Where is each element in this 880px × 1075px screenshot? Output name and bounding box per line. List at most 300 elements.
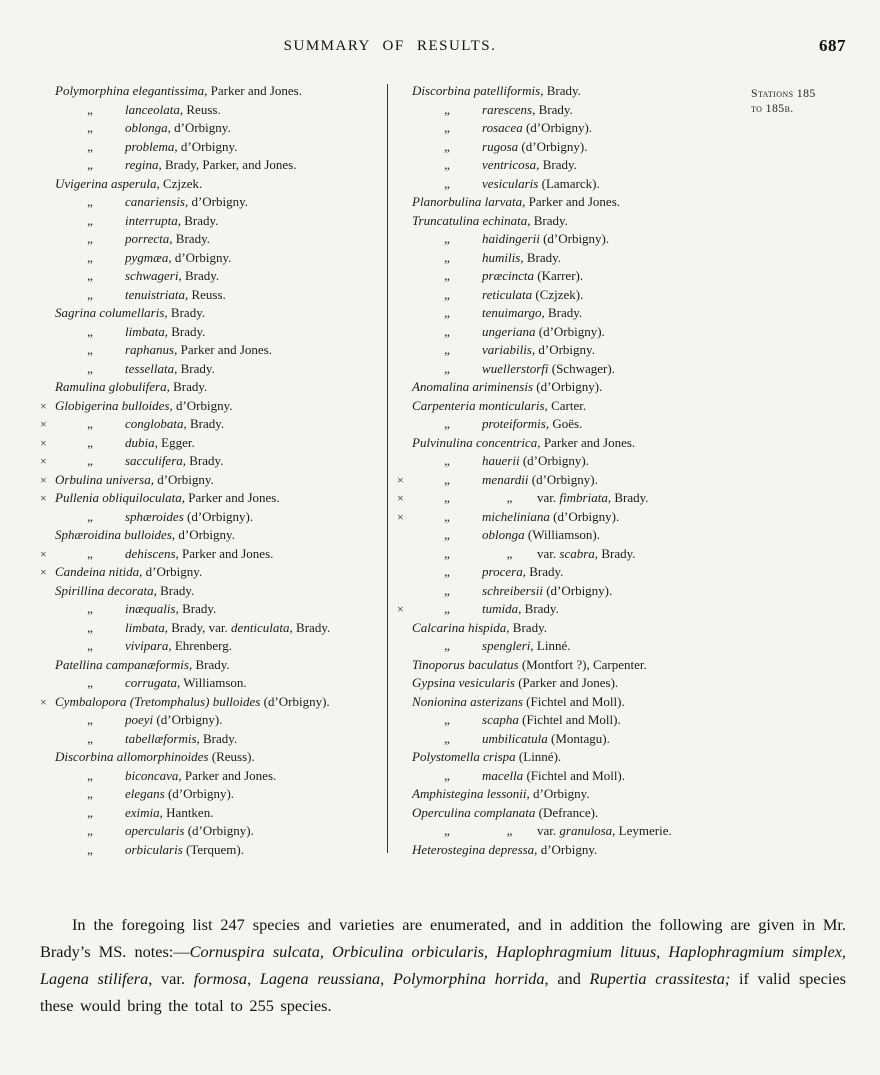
species-name: præcincta bbox=[482, 268, 535, 283]
species-name: conglobata, bbox=[125, 416, 187, 431]
species-entry bbox=[397, 693, 764, 712]
authority-name: d’Orbigny. bbox=[529, 786, 590, 801]
species-entry bbox=[397, 748, 764, 767]
ditto-mark: „ bbox=[87, 101, 93, 117]
species-name: Operculina complanata bbox=[412, 804, 536, 820]
ditto-mark: „ bbox=[87, 675, 93, 690]
species-entry bbox=[40, 600, 387, 619]
species-name: tumida, bbox=[482, 601, 522, 616]
species-name: interrupta, bbox=[125, 212, 181, 228]
species-entry bbox=[397, 434, 764, 453]
cross-marker: × bbox=[40, 435, 47, 450]
species-entry bbox=[397, 249, 764, 268]
ditto-mark: „ bbox=[444, 231, 450, 246]
authority-name: (Lamarck). bbox=[538, 175, 600, 191]
species-entry bbox=[397, 508, 764, 527]
ditto-mark: „ bbox=[87, 730, 93, 746]
species-entry bbox=[397, 582, 764, 601]
authority-name: (Parker and Jones). bbox=[514, 675, 619, 690]
species-entry bbox=[40, 156, 387, 175]
page-number: 687 bbox=[819, 36, 846, 55]
ditto-mark: „ bbox=[444, 582, 450, 598]
species-name: tenuistriata, bbox=[125, 286, 189, 302]
ditto-mark: „ bbox=[444, 527, 450, 542]
species-entry bbox=[40, 619, 387, 638]
species-entry bbox=[397, 804, 764, 823]
species-name: Sphæroidina bulloides, bbox=[55, 527, 176, 542]
species-entry bbox=[40, 249, 387, 268]
species-entry bbox=[397, 841, 764, 860]
species-name: Polymorphina elegantissima, bbox=[55, 83, 208, 98]
species-entry bbox=[397, 415, 764, 434]
ditto-mark: „ bbox=[87, 453, 93, 468]
species-entry bbox=[40, 785, 387, 804]
species-name: Polystomella crispa bbox=[412, 749, 516, 764]
species-entry bbox=[397, 101, 764, 120]
authority-name: Parker and Jones. bbox=[178, 545, 274, 561]
ditto-mark: „ bbox=[444, 453, 450, 468]
ditto-mark: „ bbox=[444, 545, 450, 561]
ditto-mark: „ bbox=[87, 823, 93, 838]
ditto-mark: „ bbox=[87, 619, 93, 635]
authority-name: Brady, var. bbox=[167, 619, 232, 635]
species-name: Tinoporus baculatus bbox=[412, 656, 519, 672]
species-name: Anomalina ariminensis bbox=[412, 379, 534, 394]
species-entry bbox=[40, 378, 387, 397]
authority-name: (d’Orbigny). bbox=[542, 582, 613, 598]
species-name: ungeriana bbox=[482, 323, 536, 339]
authority-name: (d’Orbigny). bbox=[533, 379, 603, 394]
species-entry bbox=[40, 304, 387, 323]
species-entry bbox=[40, 471, 387, 490]
authority-name: (d’Orbigny). bbox=[522, 120, 593, 135]
authority-name: d’Orbigny. bbox=[188, 194, 249, 209]
ditto-mark: „ bbox=[87, 804, 93, 820]
ditto-mark: „ bbox=[444, 323, 450, 339]
authority-name: (Czjzek). bbox=[532, 286, 584, 302]
ditto-mark: „ bbox=[444, 360, 450, 376]
species-entry bbox=[40, 323, 387, 342]
authority-name: Brady. bbox=[535, 101, 573, 117]
running-head-title: SUMMARY OF RESULTS. bbox=[283, 38, 497, 54]
species-name: tenuimargo, bbox=[482, 305, 545, 320]
species-name: elegans bbox=[125, 786, 165, 801]
species-name: limbata, bbox=[125, 323, 168, 339]
species-name: oblonga bbox=[482, 527, 525, 542]
species-entry bbox=[397, 471, 764, 490]
species-name: regina, bbox=[125, 157, 162, 172]
cross-marker: × bbox=[40, 565, 47, 579]
authority-name: Brady. bbox=[192, 656, 230, 672]
species-name: Sagrina columellaris, bbox=[55, 305, 168, 320]
authority-name: (Schwager). bbox=[548, 360, 615, 376]
species-entry bbox=[397, 563, 764, 582]
species-entry bbox=[40, 360, 387, 379]
cross-marker: × bbox=[40, 694, 47, 709]
margin-note-line2: to 185b. bbox=[751, 100, 794, 115]
authority-name: d’Orbigny. bbox=[153, 471, 214, 487]
species-name: scabra, bbox=[559, 545, 599, 561]
species-name: tabellæformis, bbox=[125, 730, 200, 746]
ditto-mark: „ bbox=[87, 342, 93, 357]
species-entry bbox=[397, 526, 764, 545]
cross-marker: × bbox=[397, 509, 404, 524]
species-entry bbox=[40, 175, 387, 194]
cross-marker: × bbox=[40, 546, 47, 561]
cross-marker: × bbox=[40, 398, 47, 413]
species-name: Patellina campanæformis, bbox=[55, 656, 193, 672]
species-name: Orbulina universa, bbox=[55, 471, 154, 487]
authority-name: Carter. bbox=[547, 397, 587, 413]
authority-name: (Karrer). bbox=[534, 268, 584, 283]
authority-name: (Fichtel and Moll). bbox=[523, 767, 626, 783]
species-entry bbox=[397, 711, 764, 730]
ditto-mark: „ bbox=[444, 101, 450, 117]
ditto-mark: „ bbox=[444, 471, 450, 487]
species-name: limbata, bbox=[125, 619, 168, 635]
ditto-mark: „ bbox=[87, 545, 93, 561]
authority-name: Brady. bbox=[525, 564, 564, 579]
authority-name: Brady. bbox=[509, 619, 547, 635]
species-entry bbox=[40, 545, 387, 564]
authority-name: Brady. bbox=[611, 490, 649, 505]
species-name: eximia, bbox=[125, 804, 163, 820]
ditto-mark: „ bbox=[444, 305, 450, 320]
species-name: vivipara, bbox=[125, 638, 172, 653]
paragraph-text: if valid species these would bring the total to 255 species. bbox=[40, 968, 846, 1015]
species-name: scapha bbox=[482, 712, 519, 727]
authority-name: Brady. bbox=[543, 83, 581, 98]
cross-marker: × bbox=[397, 602, 404, 616]
ditto-mark: „ bbox=[87, 138, 93, 154]
ditto-mark: „ bbox=[87, 286, 93, 302]
ditto-mark: „ bbox=[444, 730, 450, 746]
species-entry bbox=[397, 119, 764, 138]
authority-name: Brady. bbox=[186, 416, 225, 431]
species-entry bbox=[397, 767, 764, 786]
species-name: Ramulina globulifera, bbox=[55, 379, 170, 394]
species-name: vesicularis bbox=[482, 175, 539, 191]
species-entry bbox=[397, 304, 764, 323]
species-entry bbox=[40, 193, 387, 212]
authority-name: Brady. bbox=[181, 268, 220, 283]
species-name: micheliniana bbox=[482, 508, 550, 524]
authority-name: Parker and Jones. bbox=[540, 434, 636, 450]
species-entry bbox=[397, 619, 764, 638]
authority-name: (d’Orbigny). bbox=[539, 231, 610, 246]
species-name: Heterostegina depressa, bbox=[412, 841, 538, 857]
authority-name: (Montagu). bbox=[547, 730, 610, 746]
species-entry bbox=[397, 360, 764, 379]
species-name: Carpenteria monticularis, bbox=[412, 397, 548, 413]
authority-name: var. bbox=[537, 823, 560, 838]
ditto-mark: „ bbox=[506, 490, 513, 505]
authority-name: (d’Orbigny). bbox=[528, 471, 598, 487]
ditto-mark: „ bbox=[87, 268, 93, 283]
species-name: problema, bbox=[125, 138, 178, 154]
authority-name: Linné. bbox=[533, 638, 571, 653]
species-name: orbicularis bbox=[125, 841, 183, 857]
ditto-mark: „ bbox=[444, 490, 450, 505]
species-entry bbox=[397, 82, 764, 101]
species-name: Spirillina decorata, bbox=[55, 582, 157, 598]
ditto-mark: „ bbox=[87, 120, 93, 135]
species-name: dubia, bbox=[125, 434, 158, 450]
species-name: Rupertia crassitesta; bbox=[589, 968, 731, 988]
cross-marker: × bbox=[40, 491, 47, 505]
species-entry bbox=[397, 730, 764, 749]
species-entry bbox=[40, 637, 387, 656]
cross-marker: × bbox=[40, 454, 47, 468]
species-entry bbox=[40, 730, 387, 749]
species-entry bbox=[40, 138, 387, 157]
species-column-left bbox=[40, 82, 387, 859]
species-entry bbox=[40, 230, 387, 249]
authority-name: Reuss. bbox=[183, 101, 221, 117]
authority-name: var. bbox=[537, 545, 560, 561]
authority-name: (d’Orbigny). bbox=[535, 323, 605, 339]
cross-marker: × bbox=[397, 472, 404, 487]
species-entry bbox=[397, 341, 764, 360]
species-entry bbox=[397, 674, 764, 693]
species-name: spengleri, bbox=[482, 638, 534, 653]
species-name: procera, bbox=[482, 564, 526, 579]
ditto-mark: „ bbox=[444, 564, 450, 579]
species-name: rosacea bbox=[482, 120, 523, 135]
authority-name: (d’Orbigny). bbox=[183, 508, 254, 524]
species-entry bbox=[40, 341, 387, 360]
species-name: proteiformis, bbox=[482, 416, 550, 431]
authority-name: Brady. bbox=[186, 453, 224, 468]
ditto-mark: „ bbox=[87, 508, 93, 524]
species-name: granulosa, bbox=[559, 823, 616, 838]
authority-name: Ehrenberg. bbox=[171, 638, 232, 653]
species-name: fimbriata, bbox=[559, 490, 612, 505]
authority-name: Brady. bbox=[598, 545, 636, 561]
species-name: schreibersii bbox=[482, 582, 543, 598]
species-entry bbox=[397, 156, 764, 175]
authority-name: d’Orbigny. bbox=[172, 397, 233, 413]
ditto-mark: „ bbox=[444, 138, 450, 154]
authority-name: (Linné). bbox=[515, 749, 562, 764]
footer-paragraph bbox=[40, 912, 846, 1019]
species-name: tessellata, bbox=[125, 360, 178, 376]
ditto-mark: „ bbox=[87, 601, 93, 616]
authority-name: (Williamson). bbox=[524, 527, 600, 542]
ditto-mark: „ bbox=[87, 841, 93, 857]
authority-name: (d’Orbigny). bbox=[260, 693, 330, 709]
ditto-mark: „ bbox=[444, 342, 450, 357]
species-entry bbox=[40, 415, 387, 434]
species-entry bbox=[397, 230, 764, 249]
ditto-mark: „ bbox=[87, 712, 93, 727]
ditto-mark: „ bbox=[87, 157, 93, 172]
authority-name: (d’Orbigny). bbox=[518, 138, 588, 154]
authority-name: Brady. bbox=[177, 360, 215, 376]
authority-name: (d’Orbigny). bbox=[164, 786, 235, 801]
species-name: reticulata bbox=[482, 286, 533, 302]
species-name: Cornuspira sulcata, Orbiculina orbicularis, Haplophragmium lituus, Haplophragmium simplex, Lagena stilifera, bbox=[40, 942, 846, 988]
authority-name: Parker and Jones. bbox=[525, 194, 621, 209]
species-entry bbox=[397, 489, 764, 508]
species-name: Gypsina vesicularis bbox=[412, 675, 515, 690]
species-list bbox=[40, 82, 764, 859]
species-entry bbox=[397, 656, 764, 675]
species-name: poeyi bbox=[125, 712, 154, 727]
species-entry bbox=[40, 711, 387, 730]
authority-name: Brady. bbox=[539, 157, 577, 172]
authority-name: Brady. bbox=[167, 305, 206, 320]
authority-name: (d’Orbigny). bbox=[153, 712, 223, 727]
authority-name: Brady. bbox=[544, 305, 583, 320]
species-name: dehiscens, bbox=[125, 545, 179, 561]
species-name: sacculifera, bbox=[125, 453, 187, 468]
ditto-mark: „ bbox=[444, 823, 450, 838]
species-name: denticulata, bbox=[231, 619, 293, 635]
cross-marker: × bbox=[40, 417, 47, 431]
ditto-mark: „ bbox=[87, 416, 93, 431]
authority-name: d’Orbigny. bbox=[537, 841, 598, 857]
authority-name: Brady. bbox=[523, 249, 562, 265]
ditto-mark: „ bbox=[87, 786, 93, 801]
species-name: oblonga, bbox=[125, 120, 171, 135]
species-entry bbox=[40, 693, 387, 712]
ditto-mark: „ bbox=[444, 767, 450, 783]
species-name: Truncatulina echinata, bbox=[412, 212, 531, 228]
species-name: sphæroides bbox=[125, 508, 184, 524]
authority-name: Czjzek. bbox=[159, 175, 203, 191]
paragraph-text: and bbox=[548, 968, 590, 988]
species-name: lanceolata, bbox=[125, 101, 184, 117]
authority-name: d’Orbigny. bbox=[535, 342, 595, 357]
species-entry bbox=[40, 656, 387, 675]
paragraph-text: In the foregoing list 247 species and varieties are enumerated, and in addition the following are given in Mr. Brady’s MS. notes:— bbox=[40, 915, 846, 962]
ditto-mark: „ bbox=[87, 323, 93, 339]
ditto-mark: „ bbox=[444, 508, 450, 524]
species-entry bbox=[397, 323, 764, 342]
authority-name: (Fichtel and Moll). bbox=[518, 712, 621, 727]
species-entry bbox=[397, 397, 764, 416]
species-entry bbox=[40, 563, 387, 582]
species-name: wuellerstorfi bbox=[482, 360, 549, 376]
authority-name: Brady. bbox=[169, 379, 208, 394]
species-name: schwageri, bbox=[125, 268, 182, 283]
authority-name: Brady. bbox=[521, 601, 559, 616]
ditto-mark: „ bbox=[444, 268, 450, 283]
species-name: Globigerina bulloides, bbox=[55, 397, 173, 413]
ditto-mark: „ bbox=[87, 767, 93, 783]
ditto-mark: „ bbox=[444, 175, 450, 191]
authority-name: Brady. bbox=[199, 730, 238, 746]
authority-name: (d’Orbigny). bbox=[549, 508, 620, 524]
species-name: rarescens, bbox=[482, 101, 536, 117]
species-name: Amphistegina lessonii, bbox=[412, 786, 530, 801]
species-entry bbox=[397, 785, 764, 804]
authority-name: (d’Orbigny). bbox=[519, 453, 589, 468]
species-name: Pulvinulina concentrica, bbox=[412, 434, 541, 450]
ditto-mark: „ bbox=[87, 212, 93, 228]
authority-name: Goës. bbox=[549, 416, 583, 431]
species-entry bbox=[397, 637, 764, 656]
ditto-mark: „ bbox=[506, 823, 513, 838]
authority-name: Williamson. bbox=[180, 675, 247, 690]
species-entry bbox=[397, 378, 764, 397]
species-name: porrecta, bbox=[125, 231, 173, 246]
ditto-mark: „ bbox=[506, 545, 513, 561]
authority-name: (Fichtel and Moll). bbox=[522, 693, 625, 709]
margin-note-line1: Stations 185 bbox=[751, 86, 816, 100]
authority-name: Brady. bbox=[292, 619, 331, 635]
ditto-mark: „ bbox=[444, 249, 450, 265]
authority-name: Reuss. bbox=[188, 286, 226, 302]
ditto-mark: „ bbox=[444, 120, 450, 135]
margin-note-stations bbox=[751, 86, 869, 115]
species-name: opercularis bbox=[125, 823, 185, 838]
species-name: corrugata, bbox=[125, 675, 181, 690]
species-entry bbox=[40, 286, 387, 305]
species-entry bbox=[40, 582, 387, 601]
species-entry bbox=[40, 804, 387, 823]
species-name: Calcarina hispida, bbox=[412, 619, 510, 635]
species-entry bbox=[397, 267, 764, 286]
species-entry bbox=[397, 452, 764, 471]
ditto-mark: „ bbox=[87, 360, 93, 376]
species-entry bbox=[40, 822, 387, 841]
ditto-mark: „ bbox=[444, 416, 450, 431]
authority-name: Brady. bbox=[178, 601, 217, 616]
authority-name: d’Orbigny. bbox=[175, 527, 235, 542]
authority-name: var. bbox=[537, 490, 560, 505]
authority-name: Brady. bbox=[530, 212, 568, 228]
species-entry bbox=[397, 545, 764, 564]
species-name: Cymbalopora (Tretomphalus) bulloides bbox=[55, 693, 261, 709]
paragraph-text: var. bbox=[152, 968, 194, 988]
species-name: Nonionina asterizans bbox=[412, 693, 523, 709]
species-entry bbox=[397, 600, 764, 619]
species-entry bbox=[40, 508, 387, 527]
species-entry bbox=[397, 175, 764, 194]
species-entry bbox=[397, 822, 764, 841]
authority-name: (Terquem). bbox=[182, 841, 244, 857]
species-entry bbox=[40, 397, 387, 416]
species-entry bbox=[397, 212, 764, 231]
ditto-mark: „ bbox=[444, 638, 450, 653]
species-entry bbox=[397, 193, 764, 212]
species-name: humilis, bbox=[482, 249, 524, 265]
species-entry bbox=[397, 138, 764, 157]
authority-name: Brady. bbox=[172, 231, 210, 246]
authority-name: Brady, Parker, and Jones. bbox=[161, 157, 297, 172]
species-name: formosa, Lagena reussiana, Polymorphina horrida, bbox=[193, 968, 549, 988]
authority-name: Egger. bbox=[157, 434, 195, 450]
species-name: pygmæa, bbox=[125, 249, 172, 265]
authority-name: Brady. bbox=[180, 212, 219, 228]
authority-name: Parker and Jones. bbox=[185, 490, 280, 505]
cross-marker: × bbox=[397, 491, 404, 505]
species-entry bbox=[40, 674, 387, 693]
species-name: umbilicatula bbox=[482, 730, 548, 746]
authority-name: (Defrance). bbox=[535, 804, 599, 820]
species-name: hauerii bbox=[482, 453, 520, 468]
species-entry bbox=[40, 267, 387, 286]
ditto-mark: „ bbox=[444, 712, 450, 727]
species-name: ventricosa, bbox=[482, 157, 540, 172]
species-name: Discorbina allomorphinoides bbox=[55, 749, 209, 764]
species-name: inæqualis, bbox=[125, 601, 179, 616]
species-column-right bbox=[388, 82, 764, 859]
ditto-mark: „ bbox=[87, 231, 93, 246]
ditto-mark: „ bbox=[444, 157, 450, 172]
